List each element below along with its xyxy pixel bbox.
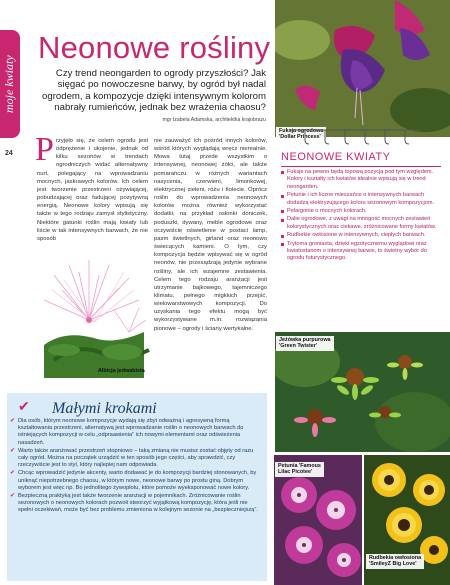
neon-flowers-list (281, 169, 444, 264)
fuchsia-photo (275, 0, 450, 137)
petunia-caption (275, 462, 324, 477)
list-item: ✔ Bezpieczną praktyką jest także tworzenie aranżacji w pojemnikach. Zróżnicowanie roślin sezonowych o neonowych kolorach pozwoli stworzyć wyjątkową kompozycję, która jeśli nie spełni oczekiwań, może być bez problemu zmieniona w kolejnym sezonie na „bezpieczniejszą”. (10, 493, 262, 515)
page-title: Neonowe rośliny (38, 30, 271, 65)
echinacea-caption (276, 336, 334, 351)
author-credit: mgr Izabela Adamska, architektka krajobrazu (162, 117, 266, 123)
drop-cap: P (35, 131, 54, 168)
rudbeckia-caption (366, 554, 424, 569)
list-item: Dalie ogrodowe, z uwagi na mnogość mocnych zestawień kolorystycznych oraz ciekawe, zróżnicowane formy kwiatów. (281, 216, 444, 231)
petunia-caption-line-1: Petunia 'Famous (278, 463, 321, 469)
list-item: ✔ Dla osób, którym neonowe kompozycje wydają się zbyt odważną i agresywną formą kształtowania przestrzeni, alternatywą jest wprowadzanie roślin o neonowych barwach do istniejących kompozycji w celu „odpraawienia” ich nowymi elementami oraz odświeżenia nasadzeń. (10, 418, 262, 447)
list-item: Pelargonie o mocnych kolorach. (281, 208, 444, 215)
echinacea-caption-line-1: Jeżówka purpurowa (279, 337, 331, 343)
article-column-2: nie zauważyć ich pośród innych kolorów, wśród których wyglądają wręcz nierealnie. Mowa tutaj przede wszystkim o intensywnej, neonowej żółci, ale także pomarańczu w różnych wariantach nasycenia, czerwieni, limonkowej, elektrycznej zieleni, różu i fiolecie. Oprócz roślin do wprowadzenia neonowych kolorów można również wykorzystać dodatki, na przykład osłonki doniczek, poduszki, dywany, meble ogrodowe oraz oczywiście oświetlenie w postaci lamp, pasm świetlnych, girland oraz neonowo świecących kamieni. O tym, czy kompozycja będzie wpisywać się w ogród neonów, nie przesądzają jedynie wybrane rośliny, ale ich wzajemne zestawienia. Celem tego rodzaju aranżacji jest utrzymanie bajkowego, tajemniczego klimatu, pełnego migkkich przejść, wielowarstwowych kompozycji. Do uzyskania tego efektu mogą być wykorzystywane m.in. rozwiązania pionowe – ogrody i ściany wertykalne. (154, 138, 267, 332)
page-number: 24 (5, 150, 13, 157)
list-item: ✔ Chcąc wprowadzić jedynie akcenty, warto dodawać je do kompozycji bardziej stonowanych, by uniknąć niepotrzebnego chaosu, w którym nowe, neonowe barwy po prostu giną. Dobrym wyborem jest więc np. Bo jednolitego żywopłotu, które pomoże wyeksponować nowe kolory. (10, 470, 262, 492)
list-item: Trytoma groniasta, dzięki egzotycznemu wyglądowi oraz kwiatostanom o intensywnej barwie, to świetny wybór do ogrodu futurystycznego. (281, 241, 444, 263)
section-tab (0, 30, 20, 138)
fuchsia-illustration (275, 0, 450, 137)
lead-paragraph: Czy trend neongarden to ogrody przyszłości? Jak sięgać po nowoczesne barwy, by ogród był nadal ogrodem, a kompozycje dzięki intensywnym kolorom nabrały rumieńców, jednak bez wrażenia chaosu? (42, 68, 266, 114)
list-item: Rudbekie owłosione w intensywnych, ciepłych barwach. (281, 232, 444, 239)
rudbeckia-caption-line-1: Rudbekia owłosiona (369, 555, 422, 561)
section-tab-label: moje kwiaty (2, 55, 16, 113)
rudbeckia-caption-line-2: 'SmileyZ Big Love' (369, 561, 417, 568)
albizia-caption: Albicja jedwabista (98, 368, 145, 374)
tips-list (10, 418, 262, 516)
list-item: Fuksje na pewno będą topową pozycją pod tym względem. Kolory i kształty ich kwiatów idealnie wpisują się w trend neongarden. (281, 169, 444, 191)
checkmark-icon: ✔ (18, 398, 30, 414)
fuchsia-caption-line-1: Fuksja ogrodowa (279, 128, 324, 134)
list-item: Petunie i ich liczne mieszańce o intensywnych barwach dodadzą elektryzującego koloru sezonowym kompozycjom. (281, 192, 444, 207)
tips-box-title: Małymi krokami (52, 400, 157, 417)
albizia-photo (34, 250, 152, 378)
article-column-1 (35, 131, 148, 243)
list-item: ✔ Warto także aranżować przestrzeń stopniowo – taką zmianą nie musisz zostać objęty od razu cały ogród. Można na początek urządzić w ten sposób jego części, aby sprawdzić, czy rzeczywiście jest to styl, który najlepiej nam odpowiada. (10, 448, 262, 470)
column-1-text: rzyjęło się, że celem ogrodu jest odprężenie i ukojenie, jednak od kilku sezonów w trendach ogrodniczych widać alternatywny nurt, polegający na wprowadzaniu mocnych, jaskrawych kolorów. Ich celem jest tworzenie przestrzeni ożywiającej, pobudzającej oraz fadującej pozytywną energią. Neonowe kolory wpisują się także w tego rodzaju zamysł stylistyczny. Niektóre gatunki roślin mają kwiaty lub liście w tak intensywnych barwach, że nie sposób (37, 138, 148, 242)
neon-flowers-heading: NEONOWE KWIATY (281, 151, 391, 163)
fuchsia-caption-line-2: 'Dollar Princess' (279, 134, 321, 141)
neon-flowers-divider (281, 166, 441, 167)
hanger-hooks-decoration (290, 126, 420, 146)
echinacea-caption-line-2: 'Green Twister' (279, 343, 318, 350)
petunia-caption-line-2: Lilac Picotee' (278, 469, 313, 476)
albizia-illustration (34, 250, 152, 378)
